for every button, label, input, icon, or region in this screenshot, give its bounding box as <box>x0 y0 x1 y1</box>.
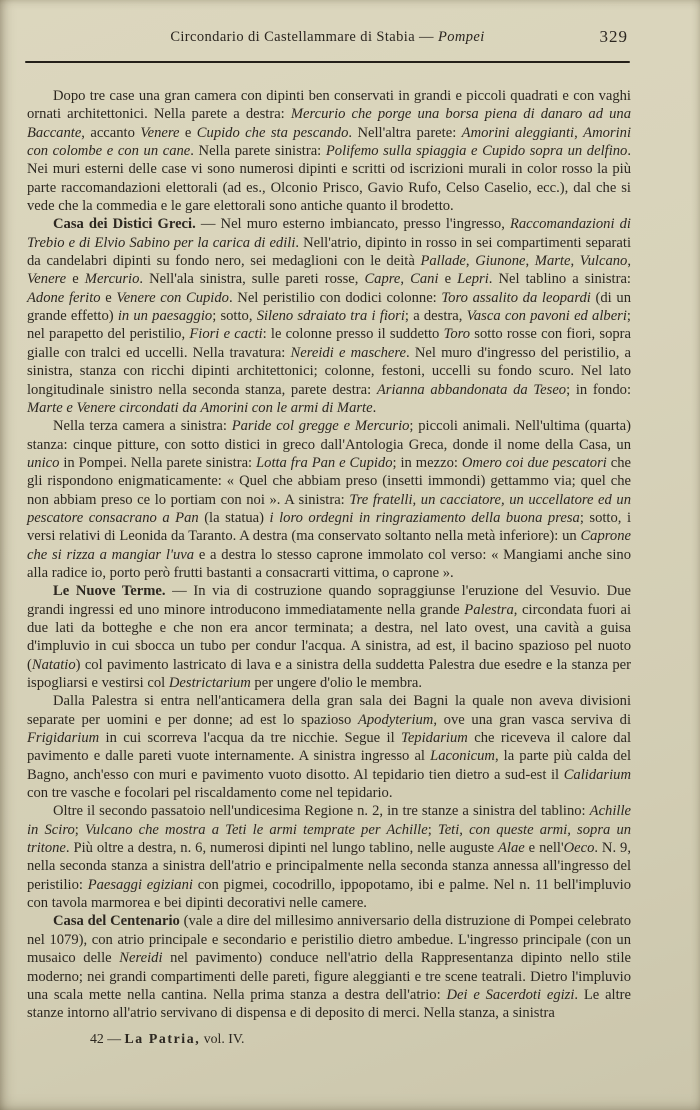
italic-text: Polifemo sulla spiaggia e Cupido sopra un delfino <box>325 143 628 160</box>
body-text: che riceveva il calore dal pavimento e dalle pareti vuote internamente. A sinistra ingresso al <box>27 730 631 765</box>
body-text: (la statua) <box>198 509 270 526</box>
body-text: sotto rosse con fiori, sopra gialle con tralci ed uccelli. Nella travatura: <box>27 326 632 361</box>
body-text: e <box>179 124 197 141</box>
body-text: . Più oltre a destra, n. 6, numerosi dipinti nel lungo tablino, nelle auguste <box>65 840 499 857</box>
header-rule <box>25 61 630 63</box>
body-text: , ove una gran vasca serviva di <box>433 711 632 728</box>
body-text: e <box>100 289 117 306</box>
italic-text: Nereidi e maschere <box>290 344 406 361</box>
paragraph <box>27 582 631 692</box>
italic-text: Paesaggi egiziani <box>87 876 193 893</box>
body-text: . Nella parete sinistra: <box>190 143 326 160</box>
body-text: nel pavimento) conduce nell'atrio della Rappresentanza dipinto nello stile moderno; nei grandi compartimenti delle pareti, figure aleggianti e tre scene teatrali. Dietro l'impluvio una scala mette nella cantina. Nella prima stanza a destra dell'atrio: <box>27 950 631 1003</box>
body-text: (di un grande effetto) <box>27 289 632 325</box>
italic-text: Teti, con queste armi, sopra un tritone <box>27 821 632 857</box>
body-text: ; sotto, i versi relativi di Leonida da Taranto. A destra (ma conservato soltanto nella metà inferiore): un <box>27 509 631 545</box>
italic-text: Capre <box>364 271 401 288</box>
page-footer <box>90 1031 245 1047</box>
paragraph <box>27 417 631 582</box>
italic-text: Marte <box>534 253 571 270</box>
running-title-italic: Pompei <box>437 29 485 45</box>
body-text: e a destra lo stesso caprone immolato col verso: « Mangiami anche sino alla radice io, porto però frutti bastanti a consacrarti vittima, o caprone ». <box>27 546 631 581</box>
body-text: , <box>400 271 411 288</box>
page-number: 329 <box>599 27 628 46</box>
italic-text: Venere <box>27 271 67 288</box>
italic-text: Raccomandazioni di Trebio e di Elvio Sabino per la carica di edili <box>27 216 631 251</box>
body-text: , la parte più calda del Bagno, anch'esso con muri e pavimento vuoto disotto. Al tepidario tien dietro a sud-est il <box>27 748 631 783</box>
italic-text: Toro assalito da leopardi <box>441 289 591 306</box>
body-text: . Nell'altra parete: <box>348 124 462 141</box>
italic-text: Mercurio <box>84 271 140 288</box>
running-header <box>25 29 630 51</box>
italic-text: Venere <box>140 124 180 141</box>
body-text: Nella terza camera a sinistra: <box>53 418 232 435</box>
page-body <box>27 87 631 1023</box>
body-text: in cui scorreva l'acqua da tre nicchie. Segue il <box>99 730 402 747</box>
italic-text: Calidarium <box>563 766 631 783</box>
italic-text: Apodyterium <box>357 711 434 728</box>
body-text: , <box>570 253 580 270</box>
body-text: , accanto <box>81 124 141 141</box>
body-text: , <box>574 124 584 141</box>
body-text: e <box>438 271 458 288</box>
paragraph <box>27 802 631 912</box>
body-text: Dalla Palestra si entra nell'anticamera della gran sala dei Bagni la quale non aveva divisioni separate per uomini e per donne; ad est lo spazioso <box>27 693 631 728</box>
italic-text: Palestra <box>464 601 514 618</box>
italic-text: Arianna abbandonata da Teseo <box>376 381 567 398</box>
body-text: ; a destra, <box>404 308 467 325</box>
paragraph <box>27 87 631 215</box>
italic-text: Nereidi <box>119 950 163 967</box>
body-text: ) col pavimento lastricato di lava e a sinistra della suddetta Palestra due esedre e la stanza per ispogliarsi e vestirsi col <box>27 656 631 691</box>
bold-heading-text: Casa del Centenario <box>53 913 180 930</box>
paragraph <box>27 912 631 1022</box>
italic-text: i loro ordegni in ringraziamento della buona presa <box>269 509 580 526</box>
body-text: , circondata fuori ai due lati da botteghe e che non era ancor terminata; a destra, nel lato ovest, una cavità a guisa d'impluvio in cui sbocca un tubo per condur l'acqua. A sinistra, ad est, il bacino spazioso pel nuoto ( <box>27 601 632 673</box>
italic-text: Mercurio che porge una borsa piena di danaro ad una Baccante <box>27 106 631 141</box>
italic-text: Toro <box>443 326 471 343</box>
body-text: ; in fondo: <box>566 381 632 398</box>
italic-text: Omero coi due pescatori <box>461 454 607 471</box>
body-text: : le colonne presso il suddetto <box>262 326 444 343</box>
italic-text: Vasca con pavoni ed alberi <box>466 308 627 325</box>
body-text: ; <box>74 821 85 838</box>
italic-text: Amorini con colombe e con un cane <box>27 124 631 160</box>
bold-heading-text: Le Nuove Terme. <box>53 583 166 600</box>
body-text: e nell' <box>524 840 564 857</box>
body-text: che gli rispondono enigmaticamente: « Quel che abbiam preso (insetti immondi) gettammo via; quel che non abbiam preso ce lo portiam con noi ». A sinistra: <box>27 454 631 508</box>
body-text: per ungere d'olio le membra. <box>250 675 422 691</box>
body-text: Oltre il secondo passatoio nell'undicesima Regione n. 2, in tre stanze a sinistra del tablino: <box>53 803 590 820</box>
italic-text: Vulcano <box>579 253 628 270</box>
italic-text: Destrictarium <box>168 675 251 691</box>
body-text: ; <box>427 821 438 838</box>
italic-text: Fiori e cacti <box>189 326 263 343</box>
italic-text: Cani <box>410 271 439 288</box>
body-text: . <box>372 399 377 416</box>
body-text: . Nell'ala sinistra, sulle pareti rosse, <box>139 271 365 288</box>
italic-text: Oeco <box>563 840 595 857</box>
body-text: Dopo tre case una gran camera con dipinti ben conservati in grandi e piccoli quadrati e con vaghi ornati architettonici. Nella parete a destra: <box>27 88 631 123</box>
running-title-roman: Circondario di Castellammare di Stabia — <box>170 29 438 45</box>
italic-text: Cupido che sta pescando <box>196 124 349 141</box>
italic-text: Amorini aleggianti <box>461 124 575 141</box>
italic-text: Venere con Cupido <box>116 289 229 306</box>
italic-text: Dei e Sacerdoti egizi <box>446 986 575 1003</box>
paragraph <box>27 215 631 417</box>
body-text: , <box>525 253 535 270</box>
body-text: ; nel parapetto del peristilio, <box>27 308 631 343</box>
body-text: . Nel muro d'ingresso del peristilio, a sinistra, stanza con ricchi dipinti architettonici; colonne, festoni, uccelli su fondo scuro. Nel lato longitudinale sinistro nella seconda stanza, parete destra: <box>27 344 631 398</box>
paragraph <box>27 692 631 802</box>
footer-brand: La Patria, <box>124 1031 201 1046</box>
body-text: con tre vasche e focolari pel riscaldamento come nel tepidario. <box>27 785 393 802</box>
footer-volume: vol. IV. <box>200 1031 245 1046</box>
italic-text: Pallade <box>420 253 466 270</box>
italic-text: Giunone <box>475 253 526 270</box>
footer-signature: 42 — <box>90 1031 125 1046</box>
italic-text: Lotta fra Pan e Cupido <box>256 454 393 471</box>
bold-heading-text: Casa dei Distici Greci. <box>53 216 196 233</box>
body-text: ; sotto, <box>212 308 257 325</box>
italic-text: Caprone che si rizza a mangiar l'uva <box>27 528 631 563</box>
body-text: con pigmei, cocodrillo, ippopotamo, ibi e palme. Nel n. 11 bell'impluvio con tavola marmorea e bei dipinti decorativi nelle camere. <box>27 876 631 912</box>
italic-text: Alae <box>498 840 525 857</box>
body-text: . Le altre stanze intorno all'atrio servivano di dispensa e di deposito di merci. Nella stanza, a sinistra <box>27 986 631 1022</box>
italic-text: Marte e Venere circondati da Amorini con le armi di Marte <box>27 399 373 416</box>
italic-text: Tepidarium <box>401 730 468 747</box>
italic-text: Achille in Sciro <box>27 803 631 838</box>
body-text: — In via di costruzione quando sopraggiunse l'eruzione del Vesuvio. Due grandi ingressi ed uno minore introducono immediatamente nella grande <box>27 583 631 618</box>
italic-text: Tre fratelli, un cacciatore, un uccellatore ed un pescatore consacrano a Pan <box>27 491 632 526</box>
body-text: . Nel peristilio con dodici colonne: <box>228 289 442 306</box>
body-text: . Nel tablino a sinistra: <box>488 271 631 288</box>
body-text: — Nel muro esterno imbiancato, presso l'ingresso, <box>195 216 510 233</box>
body-text: . Nei muri esterni delle case vi sono numerosi dipinti e scritti od iscrizioni murali in color rosso la più parte raccomandazioni elettorali (ad es., Olconio Prisco, Gavio Rufo, Celso Caselio, ecc.), dal che si vede che la commedia e le gare elettorali sono antiche quanto il brodetto. <box>27 143 631 215</box>
italic-text: Laconicum <box>430 748 495 765</box>
italic-text: Lepri <box>457 271 489 288</box>
body-text: in Pompei. Nella parete sinistra: <box>59 454 257 471</box>
body-text: . N. 9, nella seconda stanza a sinistra dell'atrio e principalmente nella seconda stanza annessa all'ingresso del peristilio: <box>27 840 631 893</box>
italic-text: Natatio <box>31 656 76 673</box>
italic-text: Adone ferito <box>27 289 101 306</box>
running-title <box>25 29 630 46</box>
body-text: , <box>465 253 476 270</box>
body-text: , <box>627 253 632 270</box>
body-text: . Nell'atrio, dipinto in rosso in sei compartimenti separati da candelabri dipinti su fondo nero, sei medaglioni con le deità <box>27 234 632 270</box>
italic-text: Vulcano che mostra a Teti le armi temprate per Achille <box>84 821 428 838</box>
italic-text: Paride col gregge e Mercurio <box>231 418 410 435</box>
body-text: (vale a dire del millesimo anniversario della distruzione di Pompei celebrato nel 1079), con atrio principale e secondario e peristilio dietro ambedue. L'ingresso principale (con un musaico delle <box>27 913 631 967</box>
body-text: ; in mezzo: <box>392 454 462 471</box>
body-text: ; piccoli animali. Nell'ultima (quarta) stanza: cinque pitture, con sotto distici in greco dall'Antologia Greca, donde il nome della Casa, un <box>27 418 631 453</box>
italic-text: unico <box>27 454 60 471</box>
body-text: e <box>66 271 85 288</box>
italic-text: in un paesaggio <box>117 308 213 325</box>
italic-text: Sileno sdraiato tra i fiori <box>256 308 405 325</box>
italic-text: Frigidarium <box>27 730 100 747</box>
